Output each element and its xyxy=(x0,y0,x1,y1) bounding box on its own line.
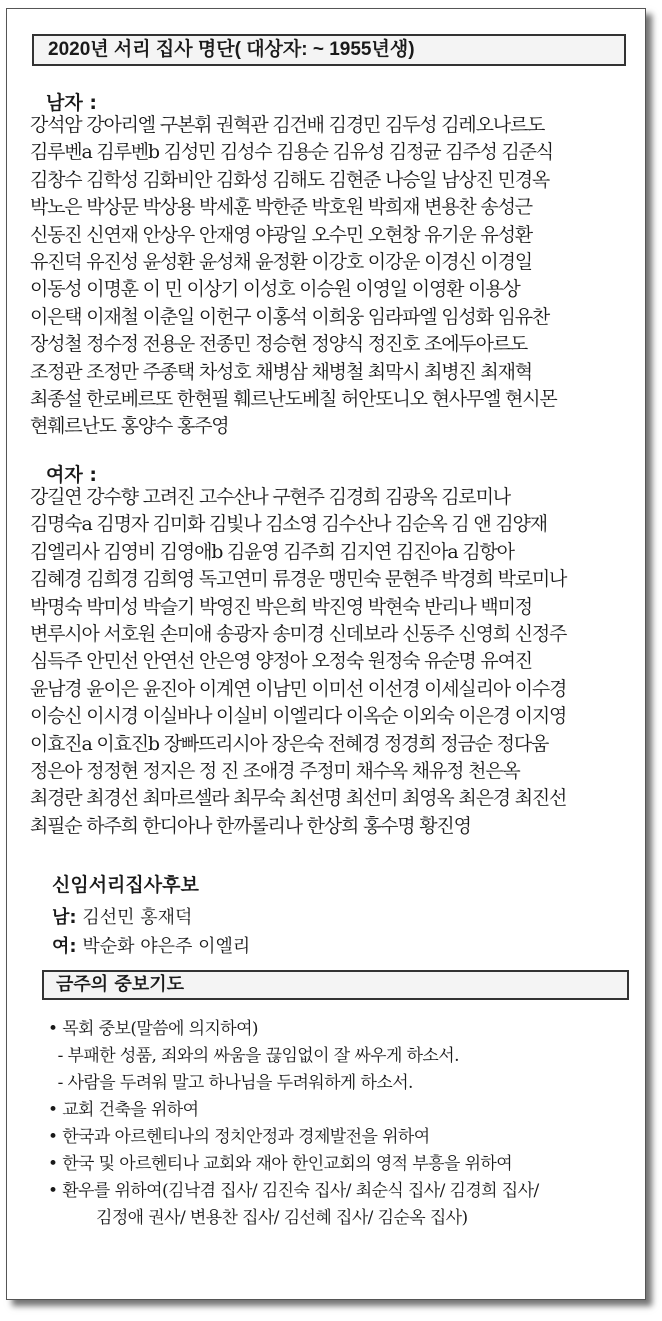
list-item: 이동성 이명훈 이 민 이상기 이성호 이승원 이영일 이영환 이용상 xyxy=(30,278,520,301)
prayer-list xyxy=(48,1016,638,1232)
list-item: 이은택 이재철 이춘일 이헌구 이홍석 이희웅 임라파엘 임성화 임유찬 xyxy=(30,305,550,328)
list-item: 이승신 이시경 이실바나 이실비 이엘리다 이옥순 이외숙 이은경 이지영 xyxy=(30,705,567,728)
list-item: 최종설 한로베르또 한현필 훼르난도베칠 허안또니오 현사무엘 현시몬 xyxy=(30,387,557,410)
list-item: 강길연 강수향 고려진 고수산나 구현주 김경희 김광옥 김로미나 xyxy=(30,486,510,508)
list-item: 최경란 최경선 최마르셀라 최무숙 최선명 최선미 최영옥 최은경 최진선 xyxy=(30,787,567,810)
list-item: 유진덕 유진성 윤성환 윤성채 윤정환 이강호 이강운 이경신 이경일 xyxy=(30,250,532,273)
male-name-list xyxy=(30,112,630,441)
list-item: 심득주 안민선 안연선 안은영 양정아 오정숙 원정숙 유순명 유여진 xyxy=(30,650,532,673)
list-item: 변루시아 서호원 손미애 송광자 송미경 신데보라 신동주 신영희 신정주 xyxy=(30,622,567,645)
candidates-female-label: 여: xyxy=(52,936,77,957)
candidates-male xyxy=(52,903,192,929)
list-item: 김정애 권사/ 변용찬 집사/ 김선혜 집사/ 김순옥 집사) xyxy=(48,1208,468,1228)
list-item: 최필순 하주희 한디아나 한까롤리나 한상희 홍수명 황진영 xyxy=(30,814,471,837)
page-title: 2020년 서리 집사 명단( 대상자: ~ 1955년생) xyxy=(32,34,626,66)
list-item: 이효진a 이효진b 장빠뜨리시아 장은숙 전혜경 정경희 정금순 정다움 xyxy=(30,732,549,755)
list-item: 조정관 조정만 주종택 차성호 채병삼 채병철 최막시 최병진 최재혁 xyxy=(30,360,532,383)
prayer-heading: 금주의 중보기도 xyxy=(42,970,629,1000)
list-item: 김혜경 김희경 김희영 독고연미 류경운 맹민숙 문현주 박경희 박로미나 xyxy=(30,568,567,591)
list-item: 신동진 신연재 안상우 안재영 야광일 오수민 오현창 유기운 유성환 xyxy=(30,223,532,246)
list-item: 정은아 정정현 정지은 정 진 조애경 주정미 채수옥 채유정 천은옥 xyxy=(30,759,520,782)
list-item: 윤남경 윤이은 윤진아 이계연 이남민 이미선 이선경 이세실리아 이수경 xyxy=(30,677,567,700)
list-item: 강석암 강아리엘 구본휘 권혁관 김건배 김경민 김두성 김레오나르도 xyxy=(30,114,545,136)
candidates-heading: 신임서리집사후보 xyxy=(52,874,199,896)
candidates-female xyxy=(52,932,250,958)
list-item: 김명숙a 김명자 김미화 김빛나 김소영 김수산나 김순옥 김 앤 김양재 xyxy=(30,513,547,536)
female-heading: 여자 : xyxy=(46,464,97,486)
female-name-list xyxy=(30,484,630,840)
list-item: • 목회 중보(말씀에 의지하여) xyxy=(48,1019,258,1039)
list-item: 박노은 박상문 박상용 박세훈 박한준 박호원 박희재 변용찬 송성근 xyxy=(30,196,532,219)
list-item: 장성철 정수정 전용운 전종민 정승현 정양식 정진호 조에두아르도 xyxy=(30,333,528,356)
list-item: • 한국 및 아르헨티나 교회와 재아 한인교회의 영적 부흥을 위하여 xyxy=(48,1154,513,1174)
list-item: 박명숙 박미성 박슬기 박영진 박은희 박진영 박현숙 반리나 백미정 xyxy=(30,595,532,618)
list-item: • 교회 건축을 위하여 xyxy=(48,1100,199,1120)
list-item: 김엘리사 김영비 김영애b 김윤영 김주희 김지연 김진아a 김항아 xyxy=(30,540,514,563)
list-item: - 부패한 성품, 죄와의 싸움을 끊임없이 잘 싸우게 하소서. xyxy=(48,1046,459,1066)
candidates-male-names: 김선민 홍재덕 xyxy=(82,907,193,928)
list-item: 김창수 김학성 김화비안 김화성 김해도 김현준 나승일 남상진 민경옥 xyxy=(30,168,550,191)
candidates-male-label: 남: xyxy=(52,907,77,928)
list-item: 김루벤a 김루벤b 김성민 김성수 김용순 김유성 김정균 김주성 김준식 xyxy=(30,141,553,164)
candidates-female-names: 박순화 야은주 이엘리 xyxy=(82,936,251,957)
list-item: 현훼르난도 홍양수 홍주영 xyxy=(30,415,229,438)
list-item: - 사람을 두려워 말고 하나님을 두려워하게 하소서. xyxy=(48,1073,413,1093)
list-item: • 한국과 아르헨티나의 정치안정과 경제발전을 위하여 xyxy=(48,1127,430,1147)
male-heading: 남자 : xyxy=(46,92,97,114)
list-item: • 환우를 위하여(김낙겸 집사/ 김진숙 집사/ 최순식 집사/ 김경희 집사/ xyxy=(48,1181,539,1201)
